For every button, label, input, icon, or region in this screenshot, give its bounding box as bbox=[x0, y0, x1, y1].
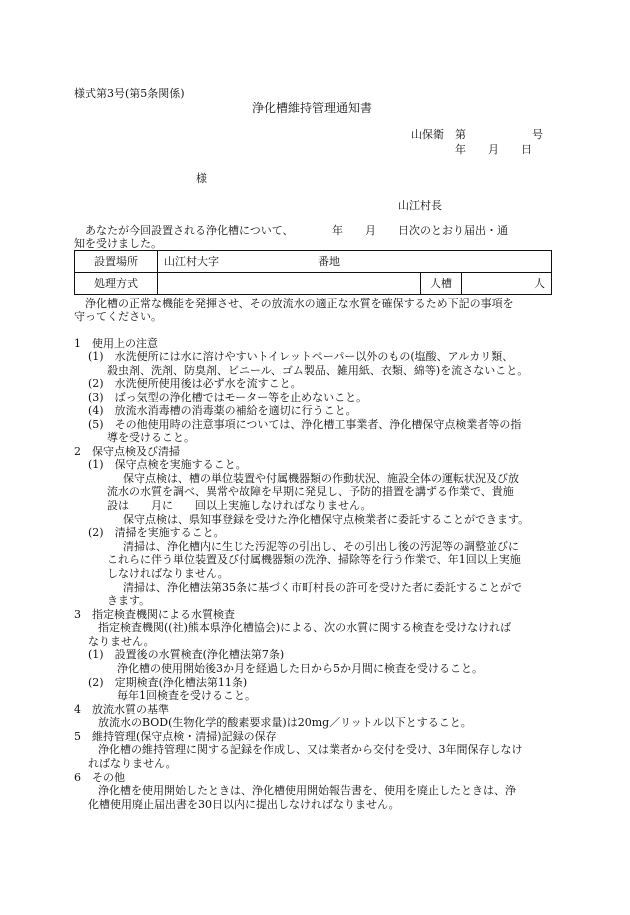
paragraph-line: 浄化槽の使用開始後3か月を経過した日から5か月間に検査を受けること。 bbox=[117, 662, 483, 675]
list-item: (1) 水洗便所には水に溶けやすいトイレットペーパー以外のもの(塩酸、アルカリ類、 bbox=[88, 350, 514, 363]
section-heading: 2 保守点検及び清掃 bbox=[74, 445, 180, 458]
section-heading: 5 維持管理(保守点検・清掃)記録の保存 bbox=[74, 730, 277, 743]
paragraph-line: ればなりません。 bbox=[88, 757, 177, 770]
section-heading: 1 使用上の注意 bbox=[74, 337, 158, 350]
list-item: (5) その他使用時の注意事項については、浄化槽工事業者、浄化槽保守点検業者等の指 bbox=[88, 418, 522, 431]
paragraph-line: 清掃は、浄化槽法第35条に基づく市町村長の許可を受けた者に委託することがで bbox=[123, 581, 522, 594]
list-item: (1) 保守点検を実施すること。 bbox=[88, 458, 247, 471]
list-item-continuation: 導を受けること。 bbox=[107, 431, 195, 444]
paragraph-line: 保守点検は、槽の単位装置や付属機器類の作動状況、施設全体の運転状況及び放 bbox=[123, 472, 519, 485]
issuer-name: 山江村長 bbox=[398, 199, 442, 212]
list-item: (2) 清掃を実施すること。 bbox=[88, 526, 225, 539]
capacity-unit: 人 bbox=[462, 273, 552, 295]
paragraph-line: これらに伴う単位装置及び付属機器類の洗浄、掃除等を行う作業で、年1回以上実施 bbox=[107, 553, 521, 566]
paragraph-line: 流水の水質を調べ、異常や故障を早期に発見し、予防的措置を講ずる作業で、貴施 bbox=[107, 485, 514, 498]
list-item: (2) 水洗便所使用後は必ず水を流すこと。 bbox=[88, 377, 302, 390]
paragraph-line: 指定検査機関((社)熊本県浄化槽協会)による、次の水質に関する検査を受けなければ bbox=[98, 621, 512, 634]
addressee-suffix: 様 bbox=[196, 172, 207, 185]
section-heading: 4 放流水質の基準 bbox=[74, 703, 169, 716]
list-item: (1) 設置後の水質検査(浄化槽法第7条) bbox=[88, 648, 285, 661]
paragraph-line: 放流水のBOD(生物化学的酸素要求量)は20mg／リットル以下とすること。 bbox=[98, 716, 472, 729]
paragraph-line: 浄化槽を使用開始したときは、浄化槽使用開始報告書を、使用を廃止したときは、浄 bbox=[98, 784, 516, 797]
location-label: 設置場所 bbox=[75, 251, 158, 273]
section-heading: 6 その他 bbox=[74, 771, 125, 784]
table-row bbox=[75, 251, 552, 273]
paragraph-line: 設は 月に 回以上実施しなければなりません。 bbox=[107, 499, 372, 512]
list-item: (4) 放流水消毒槽の消毒薬の補給を適切に行うこと。 bbox=[88, 404, 357, 417]
list-item-continuation: 殺虫剤、洗剤、防臭剤、ビニール、ゴム製品、雑用紙、衣類、綿等)を流さないこと。 bbox=[107, 364, 529, 377]
capacity-label: 人槽 bbox=[421, 273, 462, 295]
installation-info-table bbox=[74, 250, 552, 295]
list-item: (2) 定期検査(浄化槽法第11条) bbox=[88, 676, 248, 689]
document-title: 浄化槽維持管理通知書 bbox=[252, 101, 373, 115]
intro-line-2: 知を受けました。 bbox=[74, 237, 162, 250]
lead-line-1: 浄化槽の正常な機能を発揮させ、その放流水の適正な水質を確保するため下記の事項を bbox=[74, 297, 514, 310]
lead-line-2: 守ってください。 bbox=[74, 310, 162, 323]
section-heading: 3 指定検査機関による水質検査 bbox=[74, 608, 235, 621]
paragraph-line: 保守点検は、県知事登録を受けた浄化槽保守点検業者に委託することができます。 bbox=[123, 513, 530, 526]
location-value: 山江村大字 番地 bbox=[158, 251, 552, 273]
paragraph-line: 浄化槽の維持管理に関する記録を作成し、又は業者から交付を受け、3年間保存しなけ bbox=[98, 743, 523, 756]
paragraph-line: 毎年1回検査を受けること。 bbox=[117, 689, 256, 702]
intro-line-1: あなたが今回設置される浄化槽について、 年 月 日次のとおり届出・通 bbox=[74, 224, 509, 237]
table-row bbox=[75, 273, 552, 295]
document-number-line: 山保衛 第 号 bbox=[411, 128, 543, 141]
list-item: (3) ばっ気型の浄化槽ではモーター等を止めないこと。 bbox=[88, 391, 368, 404]
paragraph-line: 化槽使用廃止届出書を30日以内に提出しなければなりません。 bbox=[88, 798, 400, 811]
paragraph-line: 清掃は、浄化槽内に生じた汚泥等の引出し、その引出し後の汚泥等の調整並びに bbox=[123, 540, 519, 553]
paragraph-line: しなければなりません。 bbox=[107, 567, 229, 580]
form-number-label: 様式第3号(第5条関係) bbox=[74, 87, 185, 100]
paragraph-line: きます。 bbox=[107, 594, 151, 607]
document-date-line: 年 月 日 bbox=[455, 143, 532, 156]
paragraph-line: なりません。 bbox=[88, 635, 155, 648]
treatment-method-label: 処理方式 bbox=[75, 273, 158, 295]
treatment-method-value bbox=[158, 273, 421, 295]
